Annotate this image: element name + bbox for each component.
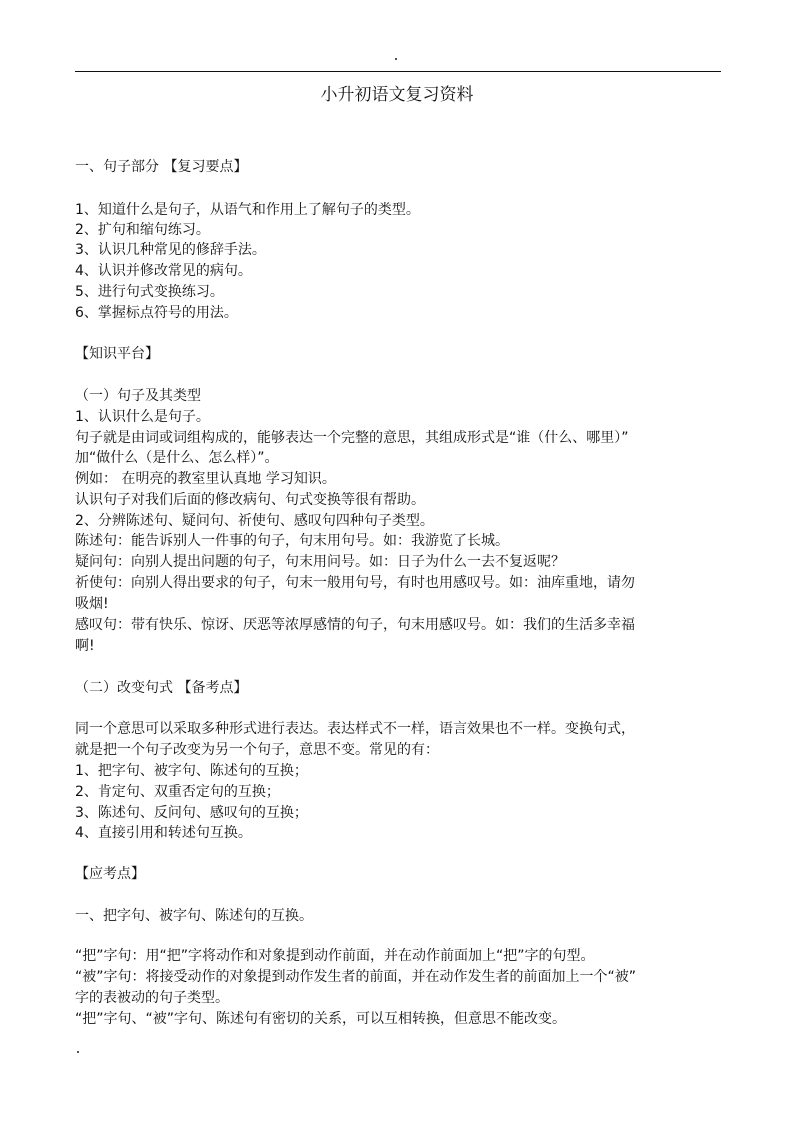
review-point: 4、认识并修改常见的病句。 [75, 263, 252, 279]
paragraph-line: 认识句子对我们后面的修改病句、句式变换等很有帮助。 [75, 492, 425, 508]
document-title: 小升初语文复习资料 [320, 85, 474, 105]
paragraph-line: 2、肯定句、双重否定句的互换； [75, 784, 280, 800]
subsection-heading: （二）改变句式 【备考点】 [75, 680, 248, 696]
paragraph-line: 字的表被动的句子类型。 [75, 990, 229, 1006]
paragraph-line: 疑问句：向别人提出问题的句子，句末用问号。如：日子为什么一去不复返呢？ [75, 554, 565, 570]
paragraph-line: 吸烟! [75, 596, 109, 612]
paragraph-line: 感叹句：带有快乐、惊讶、厌恶等浓厚感情的句子，句末用感叹号。如：我们的生活多幸福 [75, 617, 635, 633]
paragraph-line: 2、分辨陈述句、疑问句、祈使句、感叹句四种句子类型。 [75, 513, 434, 529]
review-point: 6、掌握标点符号的用法。 [75, 305, 238, 321]
review-point: 5、进行句式变换练习。 [75, 284, 224, 300]
review-point: 3、认识几种常见的修辞手法。 [75, 242, 266, 258]
footer-dot [77, 1051, 79, 1053]
header-rule [75, 71, 721, 72]
paragraph-line: 祈使句：向别人得出要求的句子，句末一般用句号，有时也用感叹号。如：油库重地，请勿 [75, 575, 635, 591]
paragraph-line: 加“做什么（是什么、怎么样）”。 [75, 450, 279, 466]
paragraph-line: 1、把字句、被字句、陈述句的互换； [75, 763, 308, 779]
subsection-heading: （一）句子及其类型 [75, 388, 201, 404]
section-heading: 【应考点】 [75, 866, 145, 882]
paragraph-line: “把”字句：用“把”字将动作和对象提到动作前面，并在动作前面加上“把”字的句型。 [75, 948, 595, 964]
paragraph-line: 就是把一个句子改变为另一个句子，意思不变。常见的有： [75, 742, 439, 758]
review-point: 2、扩句和缩句练习。 [75, 222, 210, 238]
paragraph-line: 3、陈述句、反问句、感叹句的互换； [75, 805, 308, 821]
header-dot [395, 58, 397, 60]
section-heading: 一、句子部分 【复习要点】 [75, 159, 248, 175]
paragraph-line: “被”字句：将接受动作的对象提到动作发生者的前面，并在动作发生者的前面加上一个“被” [75, 969, 637, 985]
paragraph-line: “把”字句、“被”字句、陈述句有密切的关系，可以互相转换，但意思不能改变。 [75, 1011, 567, 1027]
paragraph-line: 啊! [75, 638, 95, 654]
paragraph-line: 句子就是由词或词组构成的，能够表达一个完整的意思，其组成形式是“谁（什么、哪里）” [75, 430, 629, 446]
paragraph-line: 陈述句：能告诉别人一件事的句子，句末用句号。如：我游览了长城。 [75, 533, 509, 549]
review-point: 1、知道什么是句子，从语气和作用上了解句子的类型。 [75, 202, 420, 218]
paragraph-line: 例如： 在明亮的教室里认真地 学习知识。 [75, 471, 336, 487]
paragraph-line: 同一个意思可以采取多种形式进行表达。表达样式不一样，语言效果也不一样。变换句式， [75, 721, 635, 737]
paragraph-line: 一、把字句、被字句、陈述句的互换。 [75, 908, 313, 924]
paragraph-line: 1、认识什么是句子。 [75, 409, 210, 425]
section-heading: 【知识平台】 [75, 346, 159, 362]
paragraph-line: 4、直接引用和转述句互换。 [75, 825, 252, 841]
